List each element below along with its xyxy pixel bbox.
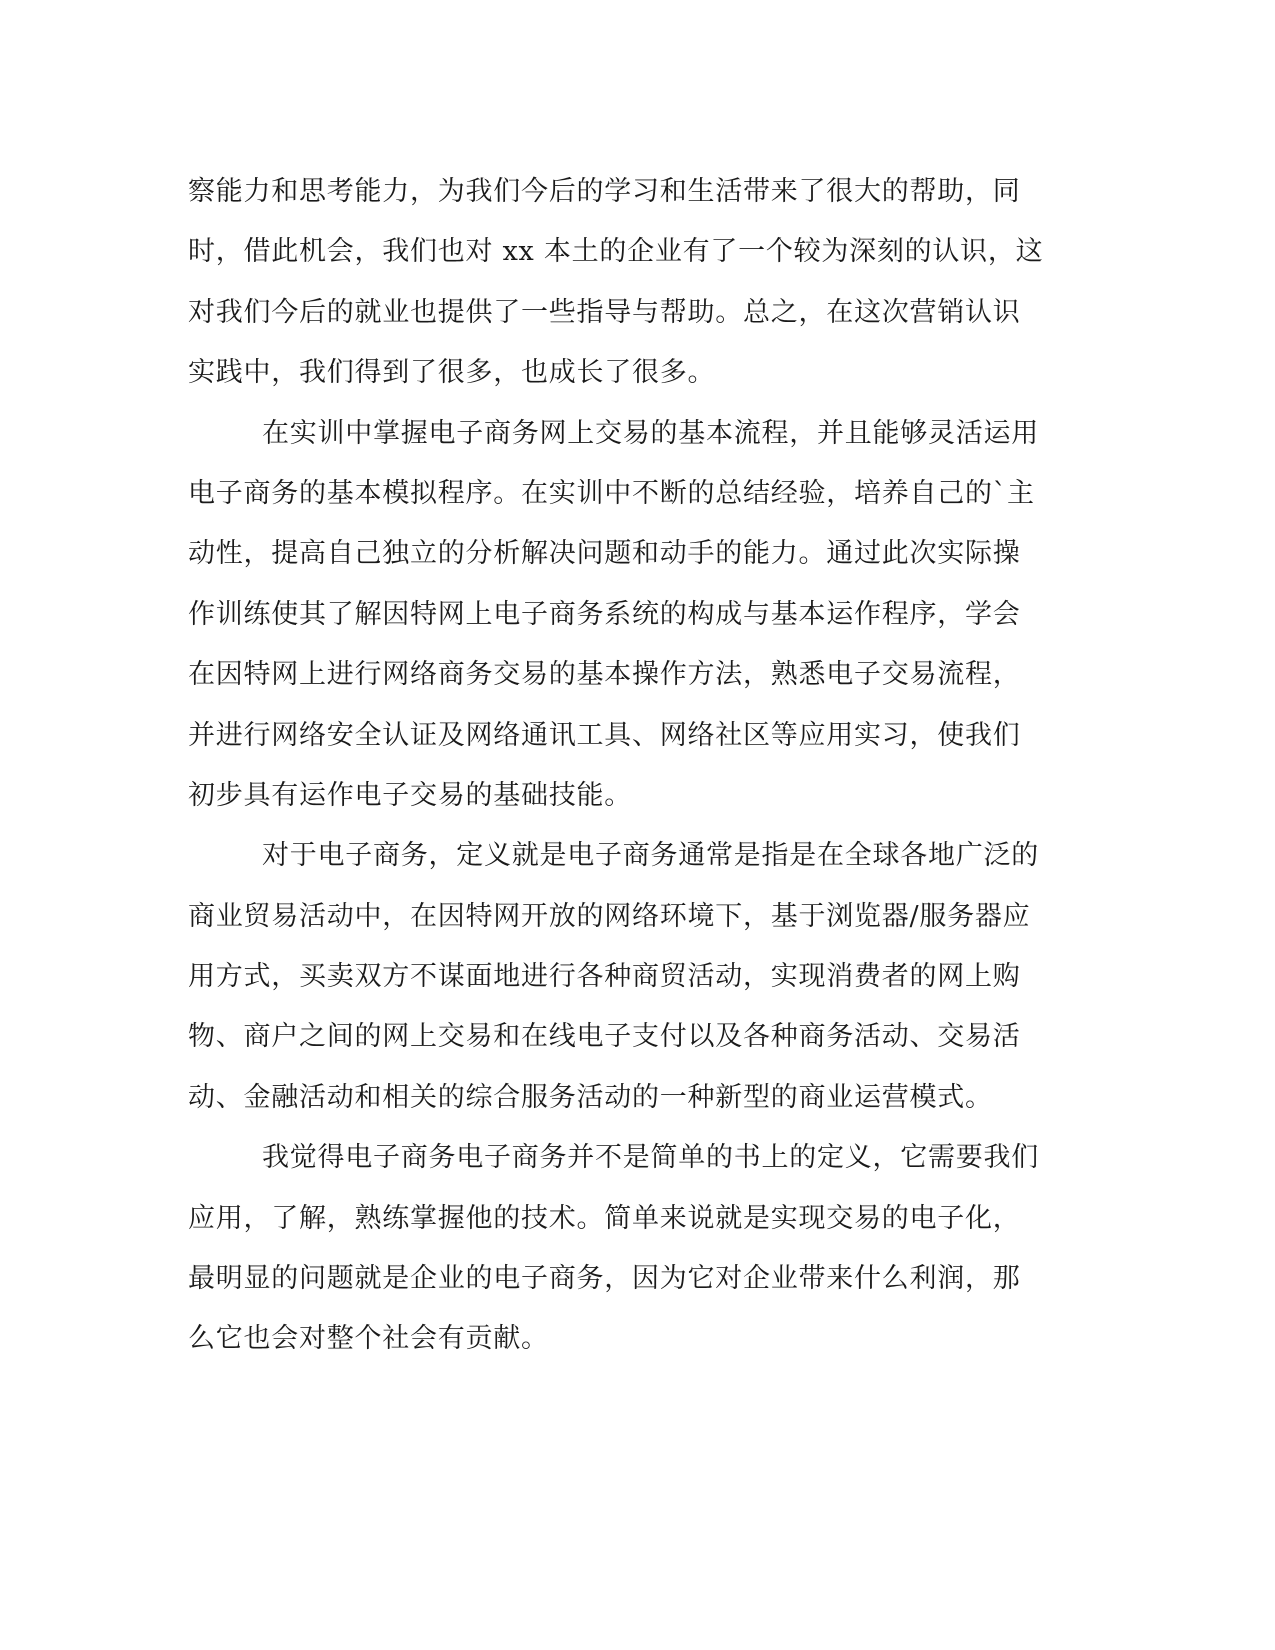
text-line: 应用，了解，熟练掌握他的技术。简单来说就是实现交易的电子化， — [188, 1202, 1021, 1234]
text-line: 动、金融活动和相关的综合服务活动的一种新型的商业运营模式。 — [188, 1081, 993, 1113]
text-line: 初步具有运作电子交易的基础技能。 — [188, 779, 632, 811]
text-line: 对我们今后的就业也提供了一些指导与帮助。总之，在这次营销认识 — [188, 296, 1021, 328]
text-line: 物、商户之间的网上交易和在线电子支付以及各种商务活动、交易活 — [188, 1021, 1021, 1053]
text-line: 电子商务的基本模拟程序。在实训中不断的总结经验，培养自己的`主 — [188, 477, 1035, 509]
text-line: 最明显的问题就是企业的电子商务，因为它对企业带来什么利润，那 — [188, 1263, 1021, 1295]
text-line: 么它也会对整个社会有贡献。 — [188, 1323, 549, 1355]
text-line: 察能力和思考能力，为我们今后的学习和生活带来了很大的帮助，同 — [188, 176, 1021, 207]
text-line: 时，借此机会，我们也对 xx 本土的企业有了一个较为深刻的认识，这 — [188, 236, 1044, 268]
text-line: 在实训中掌握电子商务网上交易的基本流程，并且能够灵活运用 — [262, 417, 1039, 449]
text-line: 作训练使其了解因特网上电子商务系统的构成与基本运作程序，学会 — [188, 598, 1021, 630]
text-line: 动性，提高自己独立的分析解决问题和动手的能力。通过此次实际操 — [188, 538, 1021, 570]
body-text — [188, 162, 1088, 1370]
text-line: 我觉得电子商务电子商务并不是简单的书上的定义，它需要我们 — [262, 1142, 1039, 1174]
text-line: 用方式，买卖双方不谋面地进行各种商贸活动，实现消费者的网上购 — [188, 961, 1021, 993]
text-line: 实践中，我们得到了很多，也成长了很多。 — [188, 357, 716, 389]
text-line: 在因特网上进行网络商务交易的基本操作方法，熟悉电子交易流程， — [188, 659, 1021, 691]
text-line: 商业贸易活动中，在因特网开放的网络环境下，基于浏览器/服务器应 — [188, 900, 1031, 932]
text-line: 并进行网络安全认证及网络通讯工具、网络社区等应用实习，使我们 — [188, 719, 1021, 751]
text-line: 对于电子商务，定义就是电子商务通常是指是在全球各地广泛的 — [262, 840, 1039, 872]
